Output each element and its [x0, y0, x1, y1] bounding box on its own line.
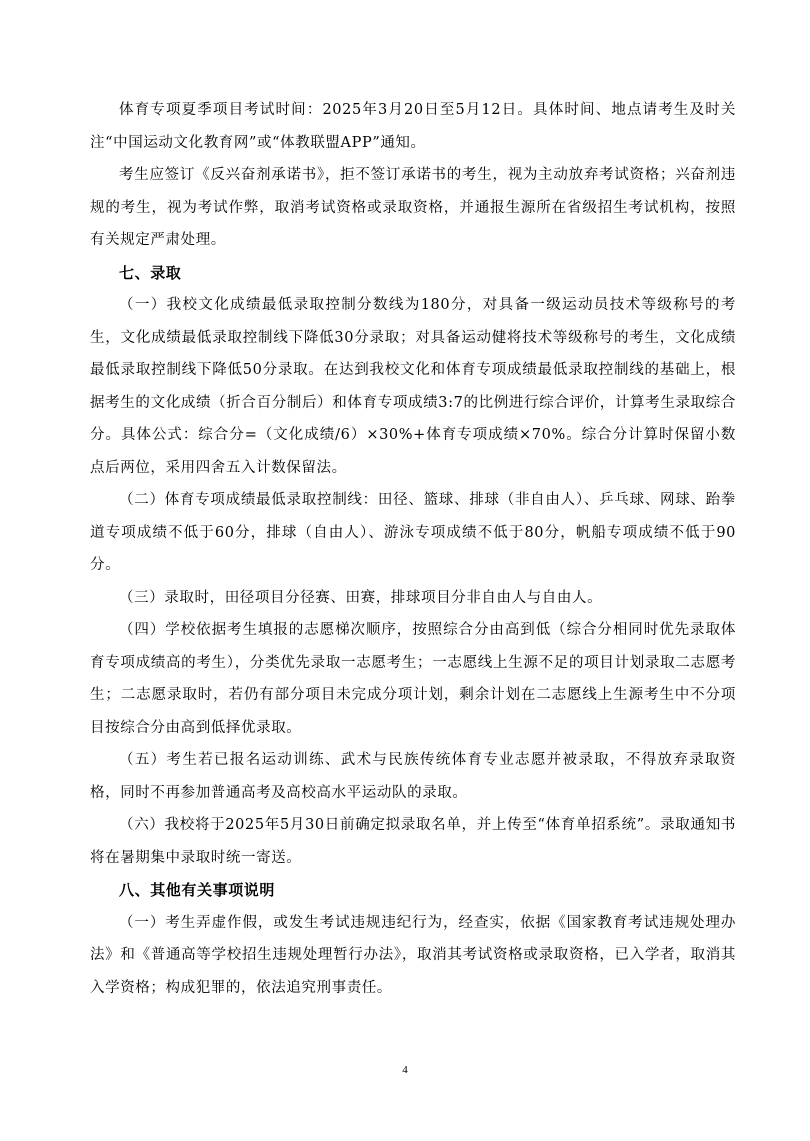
- paragraph-admission-6: （六）我校将于2025年5月30日前确定拟录取名单，并上传至“体育单招系统”。录取通知书将在暑期集中录取时统一寄送。: [90, 817, 736, 866]
- paragraph-exam-time: 体育专项夏季项目考试时间：2025年3月20日至5月12日。具体时间、地点请考生及时关注“中国运动文化教育网”或“体教联盟APP”通知。: [90, 102, 736, 151]
- paragraph-admission-3: （三）录取时，田径项目分径赛、田赛，排球项目分非自由人与自由人。: [119, 589, 603, 606]
- section-heading-admission: 七、录取: [119, 263, 182, 282]
- paragraph-admission-2: （二）体育专项成绩最低录取控制线：田径、篮球、排球（非自由人）、乒乓球、网球、跆拳道专项成绩不低于60分，排球（自由人）、游泳专项成绩不低于80分，帆船专项成绩不低于90分。: [90, 492, 736, 573]
- paragraph-other-1: （一）考生弄虚作假，或发生考试违规违纪行为，经查实，依据《国家教育考试违规处理办法》和《普通高等学校招生违规处理暂行办法》，取消其考试资格或录取资格，已入学者，取消其入学资格；构成犯罪的，依法追究刑事责任。: [90, 914, 736, 996]
- page-number: 4: [402, 1064, 408, 1076]
- paragraph-anti-doping: 考生应签订《反兴奋剂承诺书》，拒不签订承诺书的考生，视为主动放弃考试资格；兴奋剂违规的考生，视为考试作弊，取消考试资格或录取资格，并通报生源所在省级招生考试机构，按照有关规定严肃处理。: [90, 167, 736, 248]
- section-heading-other-matters: 八、其他有关事项说明: [119, 881, 276, 899]
- paragraph-admission-1: （一）我校文化成绩最低录取控制分数线为180分，对具备一级运动员技术等级称号的考生，文化成绩最低录取控制线下降低30分录取；对具备运动健将技术等级称号的考生，文化成绩最低录取控制线下降低50分录取。在达到我校文化和体育专项成绩最低录取控制线的基础上，根据考生的文化成绩（折合百分制后）和体育专项成绩3:7的比例进行综合评价，计算考生录取综合分。具体公式：综合分=（文化成绩/6）×30%+体育专项成绩×70%。综合分计算时保留小数点后两位，采用四舍五入计数保留法。: [90, 297, 736, 476]
- paragraph-admission-4: （四）学校依据考生填报的志愿梯次顺序，按照综合分由高到低（综合分相同时优先录取体育专项成绩高的考生），分类优先录取一志愿考生；一志愿线上生源不足的项目计划录取二志愿考生；二志愿录取时，若仍有部分项目未完成分项计划，剩余计划在二志愿线上生源考生中不分项目按综合分由高到低择优录取。: [90, 622, 736, 736]
- document-body: [90, 94, 736, 1004]
- paragraph-admission-5: （五）考生若已报名运动训练、武术与民族传统体育专业志愿并被录取，不得放弃录取资格，同时不再参加普通高考及高校高水平运动队的录取。: [90, 752, 736, 801]
